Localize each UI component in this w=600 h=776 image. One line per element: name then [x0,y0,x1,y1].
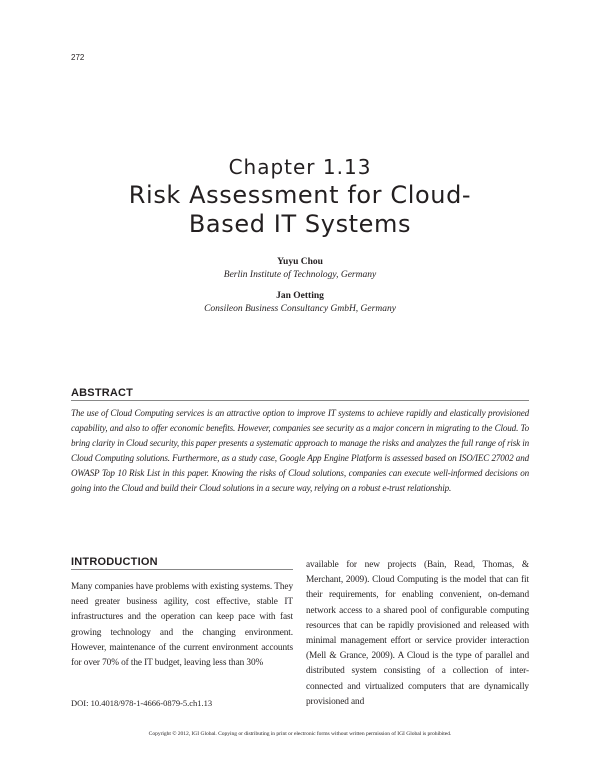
copyright-footer: Copyright © 2012, IGI Global. Copying or distributing in print or electronic forms without written permission of IGI Global is prohibited. [148,731,452,737]
abstract-heading: ABSTRACT [71,387,134,399]
introduction-heading: INTRODUCTION [71,556,158,568]
author-affiliation: Berlin Institute of Technology, Germany [223,270,377,280]
author-affiliation: Consileon Business Consultancy GmbH, Germany [204,304,396,314]
introduction-divider [71,569,293,570]
chapter-title-line-1: Risk Assessment for Cloud- [128,181,472,209]
author-block-2 [0,290,600,316]
chapter-label: Chapter 1.13 [228,155,372,179]
chapter-title-line-2: Based IT Systems [188,210,412,238]
author-name: Jan Oetting [276,291,324,301]
page-number: 272 [71,53,85,62]
author-block-1 [0,256,600,282]
abstract-divider [71,400,529,401]
doi-line: DOI: 10.4018/978-1-4666-0879-5.ch1.13 [71,698,213,708]
introduction-right-column: available for new projects (Bain, Read, Thomas, & Merchant, 2009). Cloud Computing is the model that can fit their requirements, for enabling convenient, on-demand network access to a shared pool of configurable computing resources that can be rapidly provisioned and released with minimal management effort or service provider interaction (Mell & Grance, 2009). A Cloud is the type of parallel and distributed system consisting of a collection of inter-connected and virtualized computers that are dynamically provisioned and [306,560,529,707]
introduction-left-column: Many companies have problems with existing systems. They need greater business agility, cost effective, stable IT infrastructures and the operation can keep pace with fast growing technology and the changing environment. However, maintenance of the current environment accounts for over 70% of the IT budget, leaving less than 30% [71,582,293,669]
chapter-title [60,181,540,239]
abstract-text: The use of Cloud Computing services is an attractive option to improve IT systems to achieve rapidly and elastically provisioned capability, and also to offer economic benefits. However, companies see security as a major concern in migrating to the Cloud. To bring clarity in Cloud security, this paper presents a systematic approach to manage the risks and analyzes the full range of risk in Cloud Computing solutions. Furthermore, as a study case, Google App Engine Platform is assessed based on ISO/IEC 27002 and OWASP Top 10 Risk List in this paper. Knowing the risks of Cloud solutions, companies can execute well-informed decisions on going into the Cloud and build their Cloud solutions in a secure way, relying on a robust e-trust relationship. [71,408,529,493]
author-name: Yuyu Chou [277,257,323,267]
